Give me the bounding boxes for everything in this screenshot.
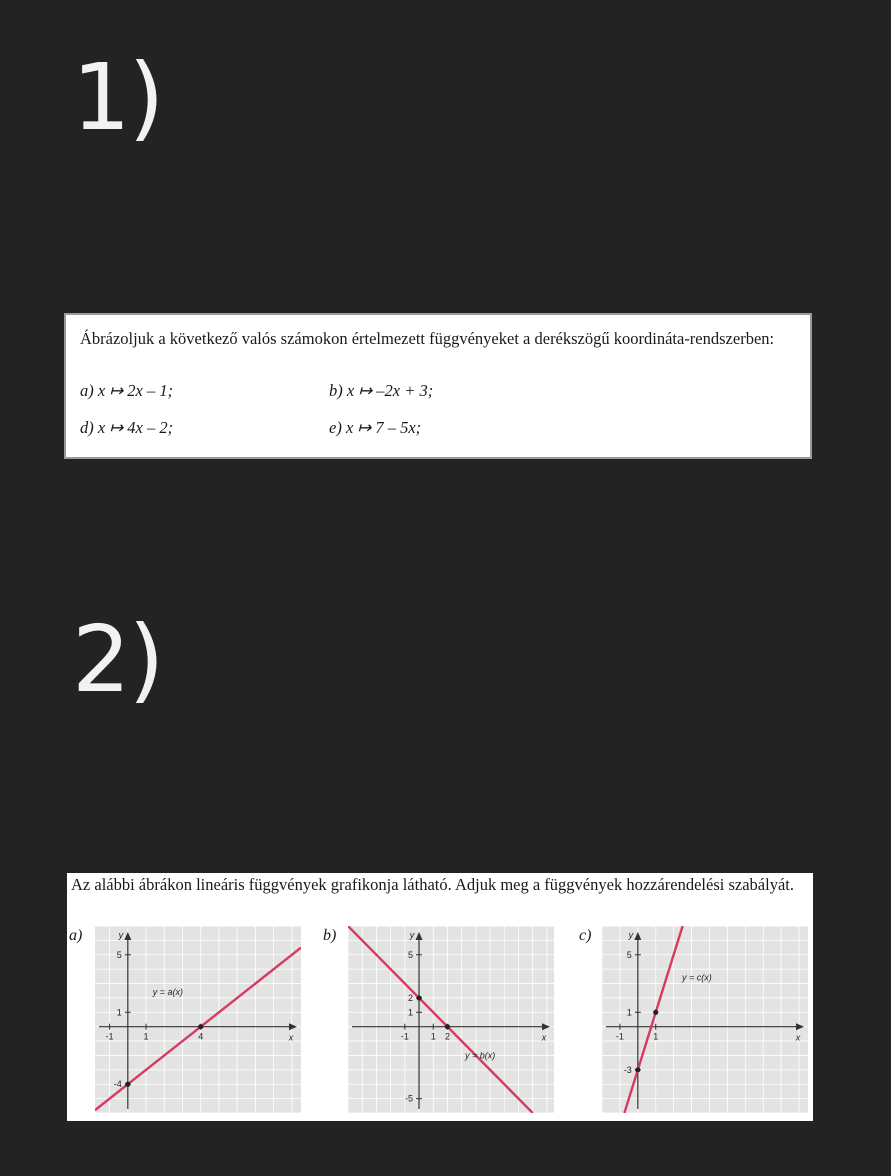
function-label: y = a(x) <box>152 987 184 998</box>
x-axis-label: x <box>795 1032 801 1043</box>
y-axis-label: y <box>628 930 634 940</box>
x-tick-label: 1 <box>143 1031 149 1042</box>
y-axis-label: y <box>409 930 415 940</box>
item-label: b) <box>329 381 343 400</box>
y-tick-label: 1 <box>408 1007 414 1018</box>
y-tick-label: 2 <box>408 992 414 1003</box>
x-tick-label: 2 <box>444 1031 450 1042</box>
plot-a-label: a) <box>69 927 83 944</box>
plot-background <box>348 926 554 1113</box>
plot-a <box>95 926 301 1113</box>
plot-c <box>602 926 808 1113</box>
plot-c-label: c) <box>579 927 592 944</box>
marked-point <box>198 1024 203 1029</box>
function-label: y = c(x) <box>682 972 712 983</box>
y-tick-label: -5 <box>405 1093 414 1104</box>
plot-b-label: b) <box>323 927 337 944</box>
y-tick-label: 5 <box>626 949 632 960</box>
y-tick-label: 5 <box>116 949 122 960</box>
item-label: a) <box>80 381 94 400</box>
x-tick-label: -1 <box>400 1031 409 1042</box>
item-label: e) <box>329 418 342 437</box>
y-tick-label: -4 <box>113 1079 122 1090</box>
y-tick-label: -3 <box>623 1064 632 1075</box>
exercise-1-intro: Ábrázoljuk a következő valós számokon értelmezett függvényeket a derékszögű koordináta-rendszerben: <box>80 329 775 348</box>
item-label: d) <box>80 418 94 437</box>
section-number-2: 2) <box>72 606 163 713</box>
item-expression: x ↦ 4x – 2; <box>97 418 174 437</box>
exercise-1-card <box>64 313 812 459</box>
x-tick-label: 1 <box>430 1031 436 1042</box>
marked-point <box>653 1010 658 1015</box>
exercise-2-card <box>67 873 813 1121</box>
x-axis-label: x <box>541 1032 547 1043</box>
exercise-1-item-a <box>80 381 173 401</box>
marked-point <box>125 1082 130 1087</box>
exercise-1-item-b <box>329 381 433 401</box>
item-expression: x ↦ 2x – 1; <box>97 381 174 400</box>
section-number-1: 1) <box>72 44 163 151</box>
marked-point <box>635 1067 640 1072</box>
exercise-1-item-e <box>329 418 421 438</box>
x-tick-label: 4 <box>198 1031 204 1042</box>
y-tick-label: 1 <box>116 1007 122 1018</box>
y-axis-label: y <box>118 930 124 940</box>
marked-point <box>416 995 421 1000</box>
exercise-2-intro: Az alábbi ábrákon lineáris függvények grafikonja látható. Adjuk meg a függvények hozzárendelési szabályát. <box>71 875 794 894</box>
x-axis-label: x <box>288 1032 294 1043</box>
y-tick-label: 5 <box>408 949 414 960</box>
x-tick-label: -1 <box>105 1031 114 1042</box>
x-tick-label: 1 <box>653 1031 659 1042</box>
item-expression: x ↦ –2x + 3; <box>346 381 434 400</box>
exercise-1-item-d <box>80 418 173 438</box>
function-label: y = b(x) <box>464 1050 496 1061</box>
y-tick-label: 1 <box>626 1007 632 1018</box>
item-expression: x ↦ 7 – 5x; <box>345 418 422 437</box>
marked-point <box>445 1024 450 1029</box>
plot-b <box>348 926 554 1113</box>
x-tick-label: -1 <box>615 1031 624 1042</box>
